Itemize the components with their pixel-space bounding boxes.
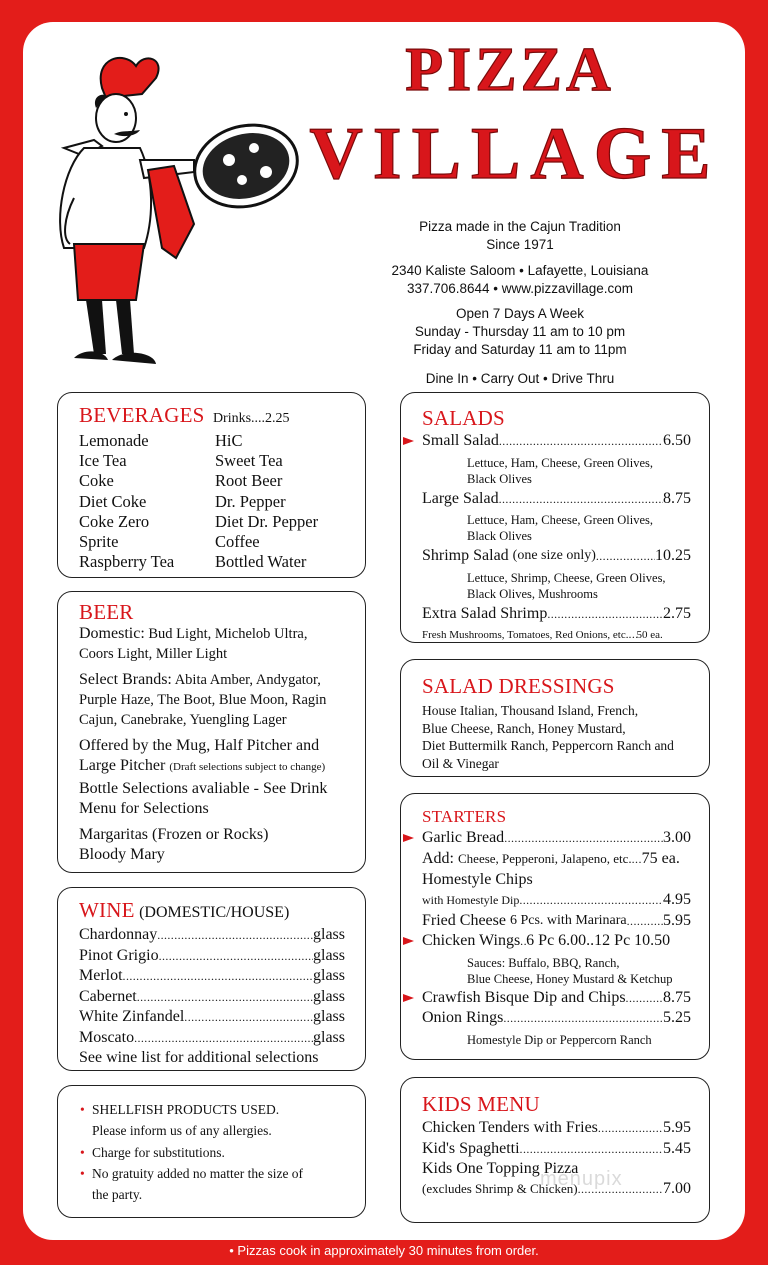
- beverage-item: Raspberry Tea: [79, 552, 175, 572]
- beer-bottle-b: Menu for Selections: [79, 800, 209, 817]
- menu-item-chips-price: with Homestyle Dip ..... 4.95: [422, 890, 691, 911]
- item-description: Black Olives: [467, 529, 532, 543]
- item-description: Homestyle Dip or Peppercorn Ranch: [467, 1032, 652, 1047]
- address-block: [330, 262, 710, 298]
- menu-item-shrimp-salad: Shrimp Salad (one size only) ..... 10.25: [422, 546, 691, 567]
- beverages-list: [79, 431, 365, 572]
- menu-item-fried-cheese: Fried Cheese 6 Pcs. with Marinara ..... 5.95: [422, 911, 691, 932]
- wine-footer: See wine list for additional selections: [79, 1049, 319, 1066]
- tagline: Pizza made in the Cajun Tradition: [419, 219, 621, 234]
- salad-extras: Fresh Mushrooms, Tomatoes, Red Onions, etc. ..... 50 ea.: [422, 626, 691, 643]
- open-days: Open 7 Days A Week: [455, 306, 585, 321]
- item-description: Lettuce, Ham, Cheese, Green Olives,: [467, 455, 654, 470]
- starters-section: [400, 793, 710, 1060]
- service-options: [330, 370, 710, 388]
- contact: 337.706.8644 • www.pizzavillage.com: [406, 281, 634, 296]
- kids-section: [400, 1077, 710, 1223]
- logo-line-pizza: PIZZA: [405, 38, 615, 104]
- beverages-title: BEVERAGES: [79, 403, 205, 427]
- beverage-item: Lemonade: [79, 431, 149, 450]
- beverage-item: Bottled Water: [215, 552, 307, 572]
- item-description: Lettuce, Ham, Cheese, Green Olives,: [467, 513, 654, 527]
- wine-section: [57, 887, 366, 1071]
- item-description: Lettuce, Shrimp, Cheese, Green Olives,: [467, 570, 666, 585]
- wine-item: Moscato ..... glass: [79, 1028, 345, 1049]
- salads-section: [400, 392, 710, 643]
- hours-block: [330, 305, 710, 359]
- menu-item-chicken-wings: Chicken Wings ..... 6 Pc 6.00..12 Pc 10.50: [422, 931, 691, 952]
- item-description: Blue Cheese, Honey Mustard & Ketchup: [467, 971, 673, 986]
- note-item: • SHELLFISH PRODUCTS USED.: [80, 1102, 280, 1117]
- beer-title: BEER: [79, 600, 134, 624]
- menu-item-crawfish-bisque: Crawfish Bisque Dip and Chips ..... 8.75: [422, 988, 691, 1009]
- dressings-title: SALAD DRESSINGS: [422, 674, 615, 698]
- menu-item-kids-pizza: Kids One Topping Pizza: [422, 1160, 579, 1177]
- note-item: Please inform us of any allergies.: [92, 1123, 272, 1139]
- item-description: Black Olives, Mushrooms: [467, 586, 598, 601]
- beer-domestic-b: Coors Light, Miller Light: [79, 646, 228, 662]
- dressings-line: Blue Cheese, Ranch, Honey Mustard,: [422, 720, 626, 736]
- wine-item: Merlot ..... glass: [79, 966, 345, 987]
- note-item: • Charge for substitutions.: [80, 1144, 225, 1160]
- menu-item-add-toppings: Add: Cheese, Pepperoni, Jalapeno, etc. ..... 75 ea.: [422, 849, 691, 870]
- pizza-village-logo: [300, 38, 730, 218]
- hours-weekend: Friday and Saturday 11 am to 11pm: [413, 342, 627, 357]
- item-description: Black Olives: [467, 471, 532, 486]
- menu-item-garlic-bread: Garlic Bread ..... 3.00: [422, 828, 691, 849]
- menu-item-onion-rings: Onion Rings ..... 5.25: [422, 1008, 691, 1029]
- wine-item: Pinot Grigio ..... glass: [79, 946, 345, 967]
- beverage-item: HiC: [215, 431, 243, 450]
- beverage-item: Dr. Pepper: [215, 491, 286, 511]
- item-description: Sauces: Buffalo, BBQ, Ranch,: [467, 955, 620, 970]
- chef-mascot-illustration: [44, 48, 306, 378]
- note-item: • No gratuity added no matter the size of: [80, 1165, 304, 1181]
- beverage-item: Sweet Tea: [215, 451, 283, 471]
- header-info: [330, 218, 710, 254]
- watermark: menupix: [540, 1168, 623, 1190]
- wine-subtitle: (DOMESTIC/HOUSE): [139, 904, 290, 921]
- beverage-item: Ice Tea: [79, 451, 127, 471]
- beverage-item: Coke Zero: [79, 511, 150, 531]
- dressings-line: Oil & Vinegar: [422, 755, 499, 771]
- beverages-price: Drinks....2.25: [212, 411, 290, 426]
- since: Since 1971: [486, 237, 554, 252]
- menu-item-homestyle-chips: Homestyle Chips: [422, 871, 533, 888]
- arrow-icon: [403, 834, 414, 842]
- dressings-section: [400, 659, 710, 777]
- beer-margaritas: Margaritas (Frozen or Rocks): [79, 826, 269, 843]
- address: 2340 Kaliste Saloom • Lafayette, Louisiana: [391, 263, 649, 278]
- beer-bloody-mary: Bloody Mary: [79, 846, 165, 863]
- menu-item-kids-pizza-price: (excludes Shrimp & Chicken) ..... 7.00: [422, 1179, 691, 1200]
- wine-title: WINE: [79, 898, 135, 922]
- beer-section: [57, 591, 366, 873]
- dressings-line: House Italian, Thousand Island, French,: [422, 703, 639, 718]
- beer-domestic-a: Bud Light, Michelob Ultra,: [148, 626, 308, 642]
- menu-item-large-salad: Large Salad ..... 8.75: [422, 489, 691, 510]
- menu-item-small-salad: Small Salad ..... 6.50: [422, 431, 691, 452]
- arrow-icon: [403, 937, 414, 945]
- hours-weekday: Sunday - Thursday 11 am to 10 pm: [414, 324, 626, 339]
- beer-select-b: Purple Haze, The Boot, Blue Moon, Ragin: [79, 692, 327, 708]
- logo-line-village: VILLAGE: [309, 113, 721, 195]
- wine-item: White Zinfandel ..... glass: [79, 1007, 345, 1028]
- wine-item: Chardonnay ..... glass: [79, 925, 345, 946]
- dressings-line: Diet Buttermilk Ranch, Peppercorn Ranch and: [422, 738, 674, 753]
- beer-offered-note: (Draft selections subject to change): [169, 761, 326, 773]
- menu-item-chicken-tenders: Chicken Tenders with Fries ..... 5.95: [422, 1118, 691, 1139]
- kids-title: KIDS MENU: [422, 1092, 540, 1116]
- wine-item: Cabernet ..... glass: [79, 987, 345, 1008]
- arrow-icon: [403, 994, 414, 1002]
- salads-title: SALADS: [422, 406, 505, 430]
- beverage-item: Coffee: [215, 532, 260, 552]
- menu-item-extra-shrimp: Extra Salad Shrimp ..... 2.75: [422, 604, 691, 625]
- beer-bottle-a: Bottle Selections avaliable - See Drink: [79, 780, 328, 797]
- service-text: Dine In • Carry Out • Drive Thru: [425, 371, 615, 386]
- arrow-icon: [403, 437, 414, 445]
- beer-domestic-label: Domestic:: [79, 625, 145, 642]
- notes-section: [57, 1085, 366, 1218]
- beverage-item: Diet Dr. Pepper: [215, 511, 319, 531]
- footer-note: • Pizzas cook in approximately 30 minutes from order.: [229, 1243, 539, 1258]
- notes-list: [80, 1099, 355, 1205]
- beer-select-c: Cajun, Canebrake, Yuengling Lager: [79, 712, 287, 728]
- beer-select-a: Abita Amber, Andygator,: [174, 672, 321, 688]
- beverages-section: [57, 392, 366, 578]
- beer-offered-b: Large Pitcher: [79, 757, 166, 774]
- beverage-item: Root Beer: [215, 471, 283, 491]
- menu-item-kids-spaghetti: Kid's Spaghetti ..... 5.45: [422, 1139, 691, 1160]
- beer-select-label: Select Brands:: [79, 671, 172, 688]
- starters-title: STARTERS: [422, 807, 507, 826]
- beverage-item: Sprite: [79, 532, 119, 552]
- beverage-item: Coke: [79, 471, 114, 491]
- note-item: the party.: [92, 1187, 143, 1203]
- beer-offered-a: Offered by the Mug, Half Pitcher and: [79, 737, 320, 754]
- beverage-item: Diet Coke: [79, 491, 147, 511]
